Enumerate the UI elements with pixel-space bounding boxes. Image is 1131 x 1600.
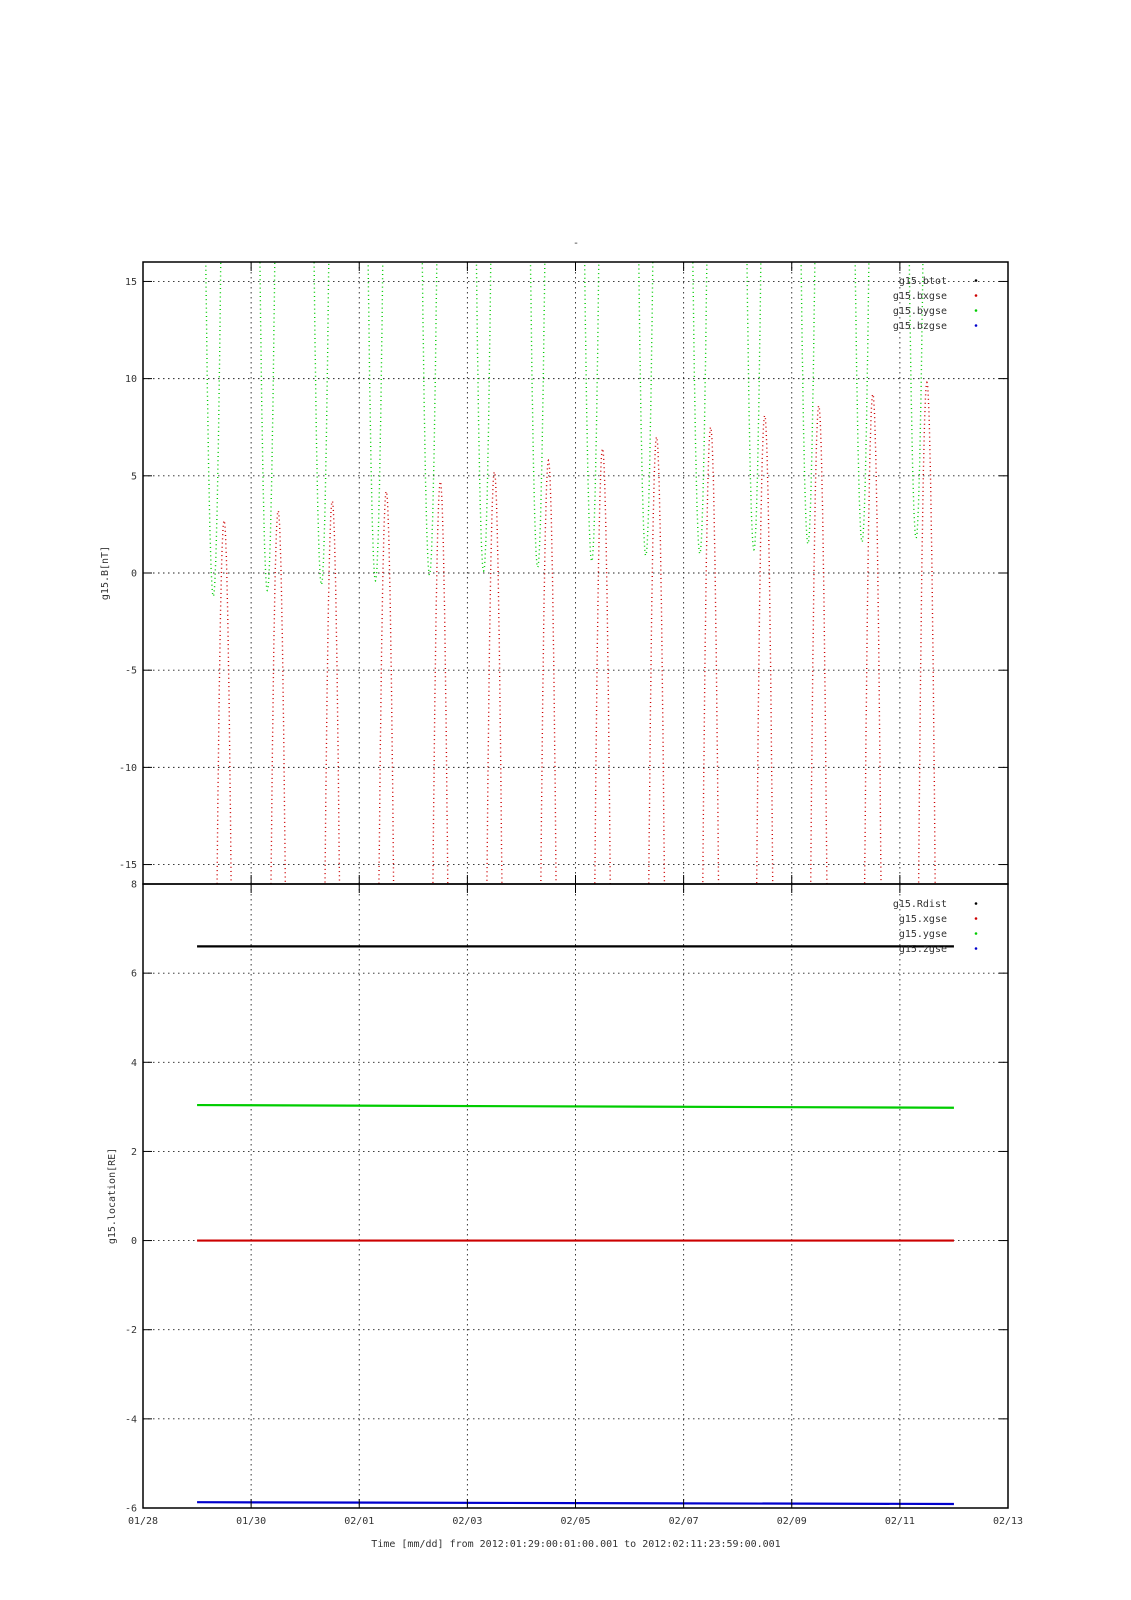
bottom-legend-label: g15.ygse: [898, 929, 947, 940]
bottom-y-tick-label: 6: [130, 968, 137, 980]
top-series-clip-group: [197, 0, 954, 1351]
bottom-legend-marker: [975, 917, 978, 920]
x-tick-label: 01/30: [236, 1516, 267, 1527]
top-y-axis-label: g15.B[nT]: [100, 545, 111, 601]
figure-title: -: [572, 238, 580, 249]
top-y-tick-label: -5: [124, 665, 137, 677]
bottom-legend-marker: [975, 902, 978, 905]
top-legend-marker: [975, 279, 978, 282]
top-legend-label: g15.bygse: [892, 306, 947, 317]
top-y-tick-label: 10: [124, 374, 137, 386]
top-legend-label: g15.btot: [898, 276, 947, 287]
bottom-axes: [125, 880, 1008, 1515]
top-legend-marker: [975, 324, 978, 327]
top-y-tick-label: -10: [118, 762, 137, 774]
top-y-tick-label: 0: [130, 568, 137, 580]
top-legend-label: g15.bzgse: [892, 321, 947, 332]
bottom-y-tick-label: 2: [130, 1146, 137, 1158]
top-legend-marker: [975, 309, 978, 312]
top-y-tick-label: -15: [118, 860, 137, 872]
top-series-layer: [197, 0, 954, 1351]
bottom-legend: [893, 899, 977, 955]
bottom-y-axis-label: g15.location[RE]: [107, 1147, 118, 1245]
top-legend-label: g15.bxgse: [892, 291, 947, 302]
series-line-g15-ygse: [197, 1105, 954, 1108]
top-y-tick-label: 5: [130, 471, 137, 483]
bottom-y-tick-label: -6: [124, 1503, 137, 1515]
x-tick-label: 02/05: [560, 1516, 591, 1527]
bottom-legend-label: g15.zgse: [898, 944, 947, 955]
x-tick-label: 01/28: [127, 1516, 159, 1527]
x-tick-label: 02/09: [776, 1516, 807, 1527]
bottom-y-tick-label: 8: [130, 879, 137, 891]
bottom-legend-label: g15.xgse: [898, 914, 947, 925]
bottom-y-tick-label: 4: [130, 1057, 137, 1069]
bottom-grid: [143, 884, 1008, 1508]
bottom-legend-marker: [975, 947, 978, 950]
top-y-tick-label: 15: [124, 276, 137, 288]
x-tick-label: 02/13: [992, 1516, 1024, 1527]
bottom-legend-marker: [975, 932, 978, 935]
x-tick-label: 02/11: [884, 1516, 915, 1527]
top-legend-marker: [975, 294, 978, 297]
x-tick-label: 02/07: [668, 1516, 699, 1527]
x-axis-label: Time [mm/dd] from 2012:01:29:00:01:00.001 to 2012:02:11:23:59:00.001: [371, 1539, 781, 1550]
bottom-y-tick-label: -4: [124, 1414, 137, 1426]
location-panel: [107, 880, 1008, 1515]
x-tick-label: 02/01: [344, 1516, 375, 1527]
bottom-legend-label: g15.Rdist: [892, 899, 947, 910]
top-legend: [893, 276, 977, 332]
bottom-y-tick-label: 0: [130, 1236, 137, 1248]
magnetic-field-panel: [100, 0, 1008, 1351]
x-tick-label: 02/03: [452, 1516, 483, 1527]
bottom-y-tick-label: -2: [124, 1325, 137, 1337]
